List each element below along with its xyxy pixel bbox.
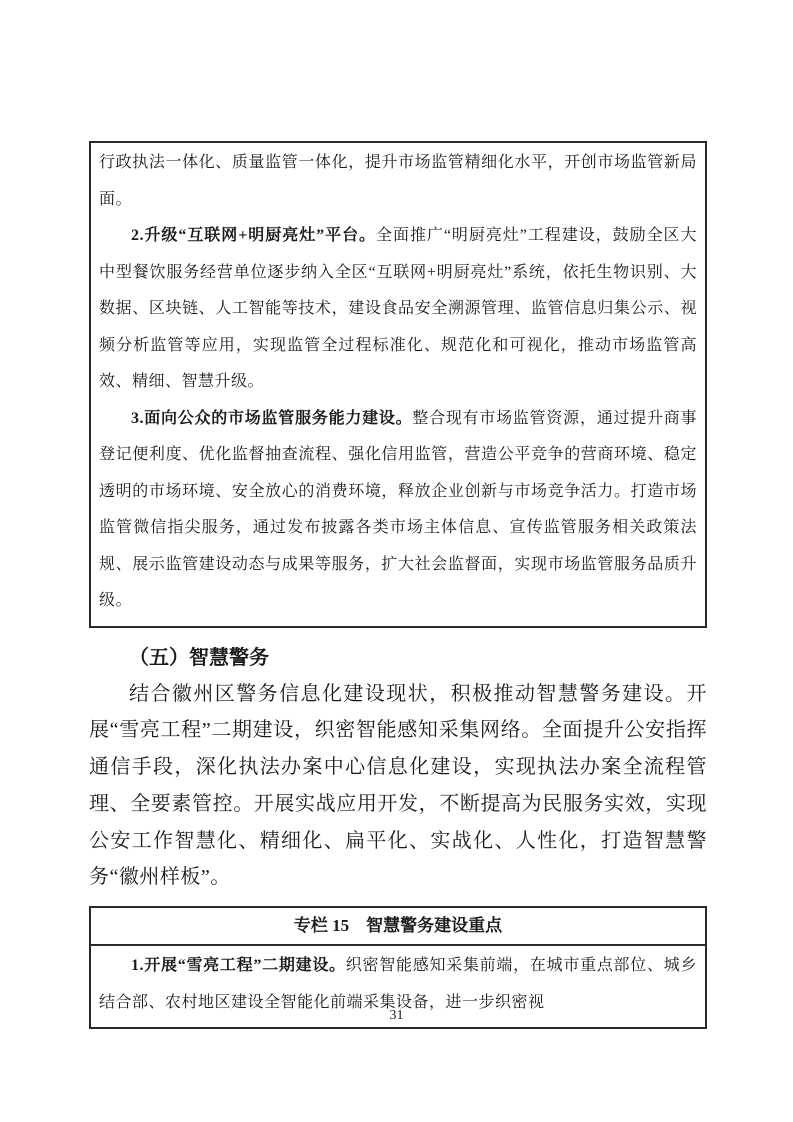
box-paragraph: [99, 145, 697, 218]
box-paragraph: [99, 401, 697, 620]
body-paragraph: 结合徽州区警务信息化建设现状，积极推动智慧警务建设。开展“雪亮工程”二期建设，织密智能感知采集网络。全面提升公安指挥通信手段，深化执法办案中心信息化建设，实现执法办案全流程管理、全要素管控。开展实战应用开发，不断提高为民服务实效，实现公安工作智慧化、精细化、扁平化、实战化、人性化，打造智慧警务“徽州样板”。: [89, 682, 707, 889]
page-number: 31: [389, 1008, 404, 1023]
paragraph-lead-bold: 3.面向公众的市场监管服务能力建设。: [131, 409, 413, 427]
paragraph-text: 织密智能感知采集前端，在城市重点部位、城乡结合部、农村地区建设全智能化前端采集设备，进一步织密视: [99, 957, 697, 1011]
column-box-15-title: 专栏 15 智慧警务建设重点: [91, 908, 705, 946]
paragraph-lead-bold: 2.升级“互联网+明厨亮灶”平台。: [131, 227, 377, 244]
box-paragraph: [99, 218, 697, 401]
page-content: [89, 141, 707, 1029]
paragraph-lead-bold: 1.开展“雪亮工程”二期建设。: [131, 957, 346, 975]
section-heading: （五）智慧警务: [129, 646, 269, 669]
paragraph-text: 全面推广“明厨亮灶”工程建设，鼓励全区大中型餐饮服务经营单位逐步纳入全区“互联网+明厨亮灶”系统，依托生物识别、大数据、区块链、人工智能等技术，建设食品安全溯源管理、监管信息归集公示、视频分析监管等应用，实现监管全过程标准化、规范化和可视化，推动市场监管高效、精细、智慧升级。: [99, 227, 697, 390]
paragraph-text: 行政执法一体化、质量监管一体化，提升市场监管精细化水平，开创市场监管新局面。: [99, 154, 697, 208]
column-box-14-continued: [89, 141, 707, 628]
paragraph-text: 整合现有市场监管资源，通过提升商事登记便利度、优化监督抽查流程、强化信用监管，营造公平竞争的营商环境、稳定透明的市场环境、安全放心的消费环境，释放企业创新与市场竞争活力。打造市场监管微信指尖服务，通过发布披露各类市场主体信息、宣传监管服务相关政策法规、展示监管建设动态与成果等服务，扩大社会监督面，实现市场监管服务品质升级。: [99, 409, 697, 609]
column-box-14-body: [91, 143, 705, 626]
